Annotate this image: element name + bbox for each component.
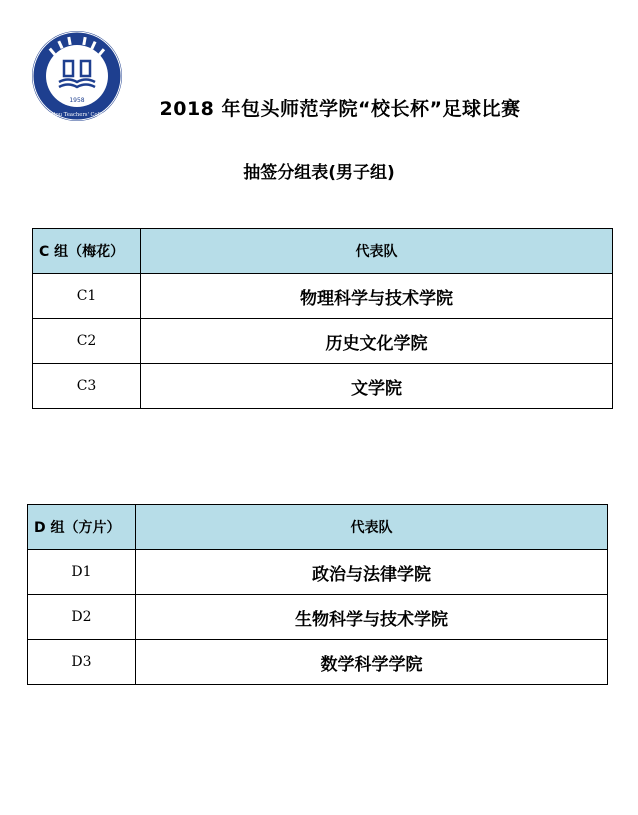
team-name: 文学院: [141, 364, 613, 409]
team-code: D2: [28, 595, 136, 640]
team-name: 数学科学学院: [136, 640, 608, 685]
team-code: D3: [28, 640, 136, 685]
table-header-row: [33, 229, 613, 274]
team-code: C1: [33, 274, 141, 319]
logo-year: 1958: [69, 97, 85, 104]
table-row: [33, 319, 613, 364]
team-code: C2: [33, 319, 141, 364]
team-name: 物理科学与技术学院: [141, 274, 613, 319]
team-code: C3: [33, 364, 141, 409]
page-title: 2018 年包头师范学院“校长杯”足球比赛: [159, 98, 521, 120]
column-header-team: 代表队: [141, 229, 613, 274]
team-name: 生物科学与技术学院: [136, 595, 608, 640]
table-row: [28, 595, 608, 640]
column-header-team: 代表队: [136, 505, 608, 550]
group-c-table: [32, 228, 613, 409]
table-row: [33, 274, 613, 319]
team-code: D1: [28, 550, 136, 595]
logo-text: Baotou Teachers' College: [43, 112, 111, 118]
team-name: 政治与法律学院: [136, 550, 608, 595]
table-header-row: [28, 505, 608, 550]
page-subtitle: 抽签分组表(男子组): [243, 163, 395, 183]
table-row: [33, 364, 613, 409]
table-row: [28, 550, 608, 595]
table-row: [28, 640, 608, 685]
group-label: D 组（方片）: [28, 505, 136, 550]
group-label: C 组（梅花）: [33, 229, 141, 274]
group-d-table: [27, 504, 608, 685]
team-name: 历史文化学院: [141, 319, 613, 364]
